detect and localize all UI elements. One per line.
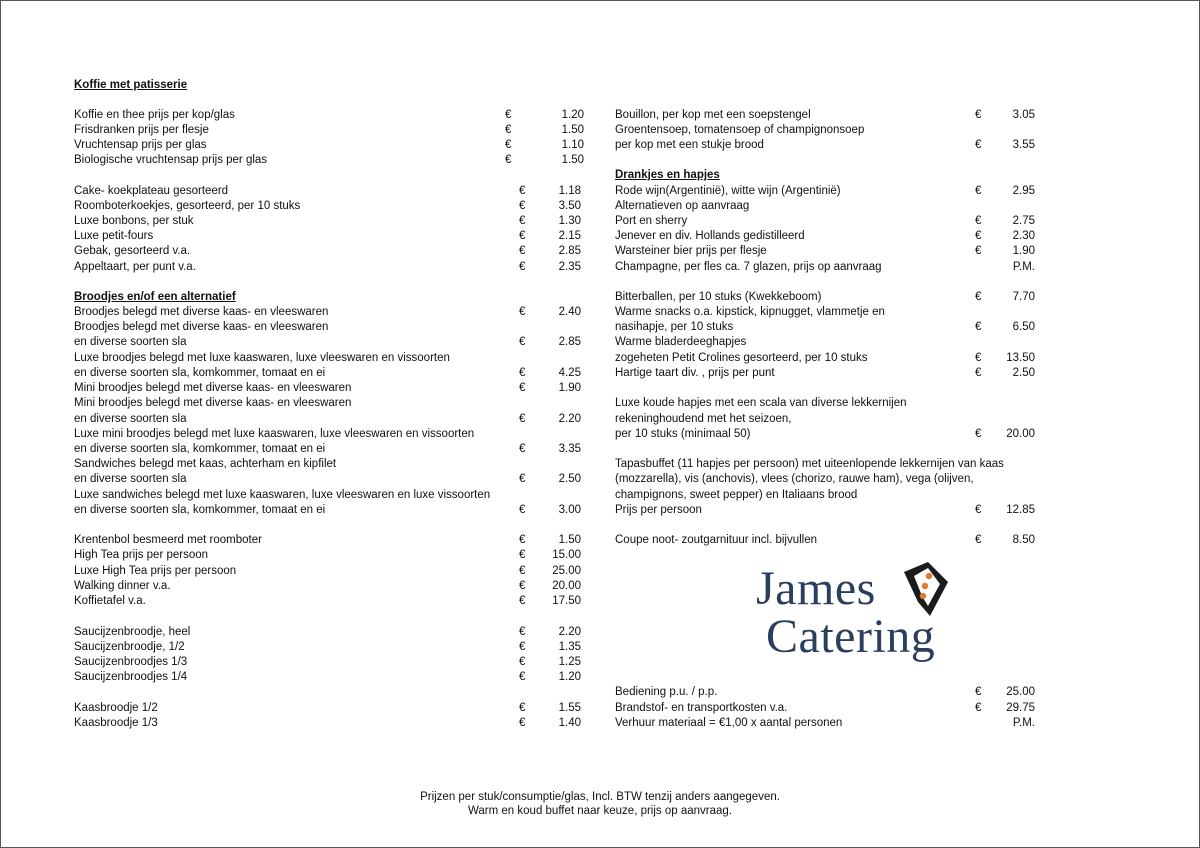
currency-symbol: € [519,641,526,653]
currency-symbol: € [975,291,982,303]
item-description: per kop met een stukje brood [615,139,764,151]
currency-symbol: € [975,109,982,121]
item-price: 1.18 [558,185,581,197]
currency-symbol: € [519,367,526,379]
item-price: 12.85 [1006,504,1035,516]
item-price: 1.50 [561,124,584,136]
currency-symbol: € [519,549,526,561]
item-description: Krentenbol besmeerd met roomboter [74,534,262,546]
currency-symbol: € [975,534,982,546]
item-description: Luxe High Tea prijs per persoon [74,565,237,577]
currency-symbol: € [519,671,526,683]
currency-symbol: € [519,245,526,257]
currency-symbol: € [519,215,526,227]
item-price: 29.75 [1006,702,1035,714]
currency-symbol: € [519,306,526,318]
item-price: 1.90 [1012,245,1035,257]
item-description: Coupe noot- zoutgarnituur incl. bijvullen [615,534,818,546]
item-price: 2.85 [558,245,581,257]
currency-symbol: € [505,139,512,151]
item-description: Koffietafel v.a. [74,595,146,607]
currency-symbol: € [519,565,526,577]
item-price: 1.20 [558,671,581,683]
item-price: 2.95 [1012,185,1035,197]
footer-note-prices: Prijzen per stuk/consumptie/glas, Incl. BTW tenzij anders aangegeven. [420,791,780,803]
item-description: Bitterballen, per 10 stuks (Kwekkeboom) [615,291,822,303]
item-description: Luxe sandwiches belegd met luxe kaaswaren, luxe vleeswaren en luxe vissoorten [74,489,491,501]
item-description: Appeltaart, per punt v.a. [74,261,196,273]
item-description: zogeheten Petit Crolines gesorteerd, per 10 stuks [615,352,868,364]
currency-symbol: € [975,230,982,242]
currency-symbol: € [519,413,526,425]
item-description: Koffie en thee prijs per kop/glas [74,109,235,121]
item-description: Walking dinner v.a. [74,580,171,592]
item-price: 1.40 [558,717,581,729]
section-title: Koffie met patisserie [74,79,188,91]
item-price: 2.40 [558,306,581,318]
footer-note-buffet: Warm en koud buffet naar keuze, prijs op aanvraag. [467,805,732,817]
item-description: Saucijzenbroodjes 1/3 [74,656,188,668]
item-description: Biologische vruchtensap prijs per glas [74,154,268,166]
item-price: 2.50 [558,473,581,485]
currency-symbol: € [975,245,982,257]
item-description: Champagne, per fles ca. 7 glazen, prijs op aanvraag [615,261,882,273]
item-description: Warsteiner bier prijs per flesje [615,245,767,257]
item-description: Port en sherry [615,215,688,227]
currency-symbol: € [519,595,526,607]
currency-symbol: € [519,504,526,516]
item-description: Frisdranken prijs per flesje [74,124,209,136]
item-description: Alternatieven op aanvraag [615,200,750,212]
currency-symbol: € [519,336,526,348]
item-description: en diverse soorten sla, komkommer, tomaat en ei [74,443,326,455]
item-price: 2.85 [558,336,581,348]
item-price: 1.20 [561,109,584,121]
item-price: 20.00 [1006,428,1035,440]
currency-symbol: € [975,352,982,364]
item-description: rekeninghoudend met het seizoen, [615,413,792,425]
item-price: 3.05 [1012,109,1035,121]
item-price: 1.50 [561,154,584,166]
item-description: Verhuur materiaal = €1,00 x aantal personen [615,717,843,729]
item-description: Rode wijn(Argentinië), witte wijn (Argentinië) [615,185,841,197]
logo-word-catering: Catering [766,610,936,663]
item-description: Mini broodjes belegd met diverse kaas- en vleeswaren [74,397,352,409]
item-price: 17.50 [552,595,581,607]
currency-symbol: € [975,367,982,379]
item-description: Warme snacks o.a. kipstick, kipnugget, vlammetje en [615,306,885,318]
item-price: 7.70 [1012,291,1035,303]
currency-symbol: € [519,230,526,242]
currency-symbol: € [975,504,982,516]
item-description: Luxe bonbons, per stuk [74,215,194,227]
item-price: 2.20 [558,626,581,638]
item-description: Hartige taart div. , prijs per punt [615,367,775,379]
currency-symbol: € [975,686,982,698]
item-description: Saucijzenbroodje, 1/2 [74,641,185,653]
item-description: Sandwiches belegd met kaas, achterham en kipfilet [74,458,337,470]
item-description: Warme bladerdeeghapjes [615,336,747,348]
item-description: (mozzarella), vis (anchovis), vlees (chorizo, rauwe ham), vega (olijven, [615,473,974,485]
item-price: P.M. [1012,261,1035,273]
item-price: 8.50 [1012,534,1035,546]
item-price: 2.30 [1012,230,1035,242]
logo-emblem-icon [896,560,956,620]
james-catering-logo [756,560,956,675]
item-price: 4.25 [558,367,581,379]
item-price: 3.00 [558,504,581,516]
item-price: 2.50 [1012,367,1035,379]
currency-symbol: € [519,534,526,546]
currency-symbol: € [519,626,526,638]
item-description: Broodjes belegd met diverse kaas- en vleeswaren [74,306,329,318]
currency-symbol: € [519,580,526,592]
item-price: 3.50 [558,200,581,212]
item-description: Vruchtensap prijs per glas [74,139,207,151]
item-description: champignons, sweet pepper) en Italiaans brood [615,489,858,501]
item-description: Prijs per persoon [615,504,702,516]
item-price: 6.50 [1012,321,1035,333]
item-description: Brandstof- en transportkosten v.a. [615,702,788,714]
currency-symbol: € [519,656,526,668]
logo-word-james: James [756,562,876,615]
item-description: Luxe petit-fours [74,230,154,242]
section-title: Drankjes en hapjes [615,169,720,181]
currency-symbol: € [519,702,526,714]
currency-symbol: € [975,215,982,227]
currency-symbol: € [975,428,982,440]
item-description: Cake- koekplateau gesorteerd [74,185,229,197]
currency-symbol: € [519,185,526,197]
item-description: Roomboterkoekjes, gesorteerd, per 10 stuks [74,200,301,212]
item-price: 1.30 [558,215,581,227]
item-description: en diverse soorten sla [74,336,187,348]
currency-symbol: € [519,382,526,394]
item-price: 1.90 [558,382,581,394]
currency-symbol: € [519,443,526,455]
item-description: Luxe mini broodjes belegd met luxe kaaswaren, luxe vleeswaren en vissoorten [74,428,475,440]
item-description: en diverse soorten sla [74,473,187,485]
item-price: 20.00 [552,580,581,592]
item-price: 3.35 [558,443,581,455]
item-description: High Tea prijs per persoon [74,549,209,561]
currency-symbol: € [519,717,526,729]
section-title: Broodjes en/of een alternatief [74,291,236,303]
item-description: en diverse soorten sla, komkommer, tomaat en ei [74,504,326,516]
item-price: 1.55 [558,702,581,714]
item-price: 13.50 [1006,352,1035,364]
item-price: 2.75 [1012,215,1035,227]
currency-symbol: € [975,321,982,333]
item-description: Luxe koude hapjes met een scala van diverse lekkernijen [615,397,907,409]
item-price: 1.25 [558,656,581,668]
currency-symbol: € [505,154,512,166]
item-description: Broodjes belegd met diverse kaas- en vleeswaren [74,321,329,333]
currency-symbol: € [519,200,526,212]
item-price: 1.50 [558,534,581,546]
item-price: 2.35 [558,261,581,273]
item-price: 25.00 [1006,686,1035,698]
item-price: 15.00 [552,549,581,561]
item-description: Bouillon, per kop met een soepstengel [615,109,811,121]
currency-symbol: € [519,261,526,273]
item-description: Bediening p.u. / p.p. [615,686,718,698]
item-description: Groentensoep, tomatensoep of champignonsoep [615,124,865,136]
item-price: 1.35 [558,641,581,653]
currency-symbol: € [505,124,512,136]
item-description: en diverse soorten sla, komkommer, tomaat en ei [74,367,326,379]
item-description: Kaasbroodje 1/2 [74,702,158,714]
item-description: Mini broodjes belegd met diverse kaas- en vleeswaren [74,382,352,394]
item-description: Jenever en div. Hollands gedistilleerd [615,230,805,242]
currency-symbol: € [519,473,526,485]
item-description: en diverse soorten sla [74,413,187,425]
item-description: per 10 stuks (minimaal 50) [615,428,751,440]
item-price: 25.00 [552,565,581,577]
item-price: 2.15 [558,230,581,242]
item-description: Saucijzenbroodjes 1/4 [74,671,188,683]
currency-symbol: € [505,109,512,121]
item-description: nasihapje, per 10 stuks [615,321,734,333]
currency-symbol: € [975,702,982,714]
currency-symbol: € [975,185,982,197]
currency-symbol: € [975,139,982,151]
item-price: 3.55 [1012,139,1035,151]
item-description: Saucijzenbroodje, heel [74,626,191,638]
item-description: Kaasbroodje 1/3 [74,717,158,729]
item-description: Luxe broodjes belegd met luxe kaaswaren, luxe vleeswaren en vissoorten [74,352,450,364]
item-price: 1.10 [561,139,584,151]
item-price: P.M. [1012,717,1035,729]
item-description: Tapasbuffet (11 hapjes per persoon) met uiteenlopende lekkernijen van kaas [615,458,1004,470]
item-description: Gebak, gesorteerd v.a. [74,245,191,257]
item-price: 2.20 [558,413,581,425]
